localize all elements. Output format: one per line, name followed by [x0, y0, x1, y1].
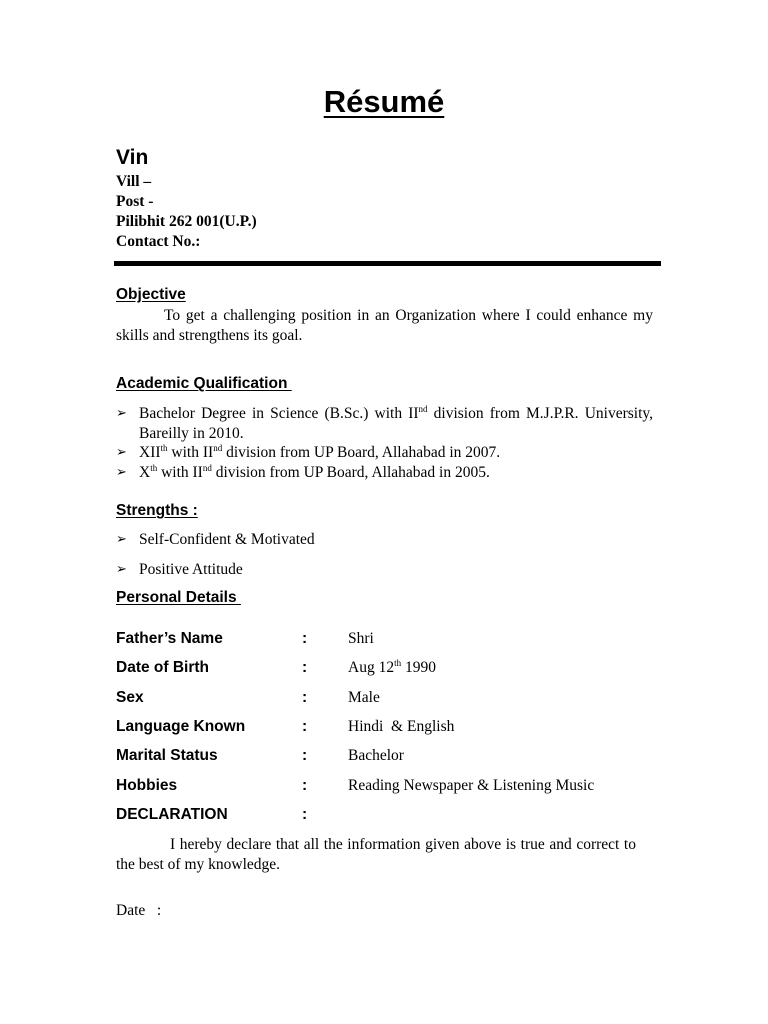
- candidate-name: Vin: [116, 146, 149, 169]
- sex-value: Male: [348, 689, 380, 706]
- fathers-name-value: Shri: [348, 630, 374, 647]
- address-post: Post -: [116, 193, 154, 210]
- arrow-bullet-icon: ➢: [116, 532, 127, 547]
- address-village: Vill –: [116, 173, 152, 190]
- hobbies-label: Hobbies: [116, 777, 178, 794]
- academic-heading: Academic Qualification: [116, 375, 292, 392]
- list-item: ➢ XIIth with IInd division from UP Board, Allahabad in 2007.: [116, 443, 501, 461]
- address-city: Pilibhit 262 001(U.P.): [116, 213, 257, 230]
- detail-colon: :: [302, 689, 308, 706]
- header-divider: [114, 261, 661, 266]
- arrow-bullet-icon: ➢: [116, 445, 127, 460]
- fathers-name-label: Father’s Name: [116, 630, 223, 647]
- arrow-bullet-icon: ➢: [116, 562, 127, 577]
- hobbies-value: Reading Newspaper & Listening Music: [348, 777, 595, 794]
- detail-colon: :: [302, 747, 308, 764]
- detail-colon: :: [302, 718, 308, 735]
- arrow-bullet-icon: ➢: [116, 465, 127, 480]
- list-item: ➢ Xth with IInd division from UP Board, Allahabad in 2005.: [116, 463, 490, 481]
- contact-number: Contact No.:: [116, 233, 201, 250]
- date-of-birth-label: Date of Birth: [116, 659, 209, 676]
- detail-colon: :: [302, 806, 308, 823]
- list-item: ➢ Bachelor Degree in Science (B.Sc.) with IInd division from M.J.P.R. University, Bareilly in 2010.: [116, 404, 653, 442]
- sex-label: Sex: [116, 689, 144, 706]
- detail-colon: :: [302, 659, 308, 676]
- list-item: ➢ Positive Attitude: [116, 561, 243, 578]
- language-known-value: Hindi & English: [348, 718, 455, 735]
- objective-heading: Objective: [116, 286, 186, 303]
- language-known-label: Language Known: [116, 718, 246, 735]
- declaration-label: DECLARATION: [116, 806, 228, 823]
- date-of-birth-value: Aug 12th 1990: [348, 658, 436, 676]
- detail-colon: :: [302, 777, 308, 794]
- personal-details-heading: Personal Details: [116, 589, 241, 606]
- declaration-text: I hereby declare that all the information given above is true and correct to the best of my knowledge.: [116, 836, 636, 873]
- resume-title: Résumé: [323, 84, 445, 119]
- marital-status-value: Bachelor: [348, 747, 404, 764]
- marital-status-label: Marital Status: [116, 747, 218, 764]
- date-label: Date :: [116, 902, 162, 919]
- objective-text: To get a challenging position in an Organization where I could enhance my skills and strengthens its goal.: [116, 307, 653, 344]
- detail-colon: :: [302, 630, 308, 647]
- list-item: ➢ Self-Confident & Motivated: [116, 531, 315, 548]
- strengths-heading: Strengths :: [116, 502, 198, 519]
- arrow-bullet-icon: ➢: [116, 406, 127, 421]
